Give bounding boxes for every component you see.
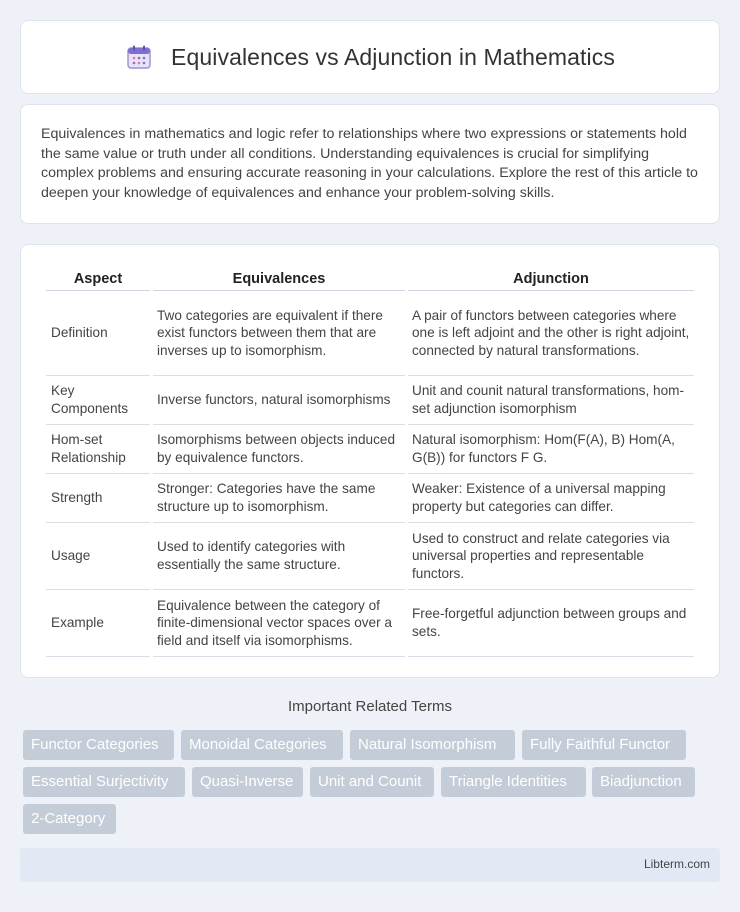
row-equivalences: Used to identify categories with essentially the same structure. (153, 523, 405, 590)
table-row (46, 376, 694, 425)
row-equivalences: Two categories are equivalent if there exist functors between them that are inverses up to isomorphism. (153, 291, 405, 376)
tag-functor-categories[interactable]: Functor Categories (23, 730, 174, 760)
tag-2-category[interactable]: 2-Category (23, 804, 116, 834)
comparison-table (43, 263, 697, 657)
row-equivalences: Isomorphisms between objects induced by equivalence functors. (153, 425, 405, 474)
related-terms-title: Important Related Terms (288, 698, 452, 715)
table-row (46, 590, 694, 657)
row-aspect: Definition (46, 291, 150, 376)
tag-triangle-identities[interactable]: Triangle Identities (441, 767, 586, 797)
header-card (20, 20, 720, 94)
comparison-table-card (20, 244, 720, 678)
tag-biadjunction[interactable]: Biadjunction (592, 767, 695, 797)
tag-natural-isomorphism[interactable]: Natural Isomorphism (350, 730, 515, 760)
row-adjunction: Used to construct and relate categories via universal properties and representable functors. (408, 523, 694, 590)
row-aspect: Hom-set Relationship (46, 425, 150, 474)
row-adjunction: A pair of functors between categories where one is left adjoint and the other is right adjoint, connected by natural transformations. (408, 291, 694, 376)
footer-site-link[interactable]: Libterm.com (643, 857, 710, 871)
row-equivalences: Stronger: Categories have the same structure up to isomorphism. (153, 474, 405, 523)
table-row (46, 474, 694, 523)
tag-unit-and-counit[interactable]: Unit and Counit (310, 767, 434, 797)
intro-text: Equivalences in mathematics and logic refer to relationships where two expressions or statements hold the same value or truth under all conditions. Understanding equivalences is crucial for simplifying complex problems and ensuring accurate reasoning in your calculations. Explore the rest of this article to deepen your knowledge of equivalences and enhance your problem-solving skills. (41, 126, 698, 201)
row-aspect: Strength (46, 474, 150, 523)
title-wrap (125, 43, 615, 71)
row-aspect: Example (46, 590, 150, 657)
row-adjunction: Unit and counit natural transformations, hom-set adjunction isomorphism (408, 376, 694, 425)
tag-essential-surjectivity[interactable]: Essential Surjectivity (23, 767, 185, 797)
header-adjunction: Adjunction (408, 263, 694, 291)
tag-fully-faithful-functor[interactable]: Fully Faithful Functor (522, 730, 686, 760)
table-row (46, 523, 694, 590)
row-equivalences: Equivalence between the category of finite-dimensional vector spaces over a field and itself via isomorphisms. (153, 590, 405, 657)
footer (20, 848, 720, 882)
tag-quasi-inverse[interactable]: Quasi-Inverse (192, 767, 303, 797)
page-title: Equivalences vs Adjunction in Mathematics (171, 43, 615, 70)
header-equivalences: Equivalences (153, 263, 405, 291)
row-adjunction: Weaker: Existence of a universal mapping property but categories can differ. (408, 474, 694, 523)
table-row (46, 425, 694, 474)
row-aspect: Key Components (46, 376, 150, 425)
calendar-icon (125, 43, 153, 71)
table-row (46, 291, 694, 376)
row-adjunction: Free-forgetful adjunction between groups and sets. (408, 590, 694, 657)
header-aspect: Aspect (46, 263, 150, 291)
row-equivalences: Inverse functors, natural isomorphisms (153, 376, 405, 425)
row-adjunction: Natural isomorphism: Hom(F(A), B) Hom(A, G(B)) for functors F G. (408, 425, 694, 474)
intro-card (20, 104, 720, 224)
tag-monoidal-categories[interactable]: Monoidal Categories (181, 730, 343, 760)
table-header-row (46, 263, 694, 291)
row-aspect: Usage (46, 523, 150, 590)
